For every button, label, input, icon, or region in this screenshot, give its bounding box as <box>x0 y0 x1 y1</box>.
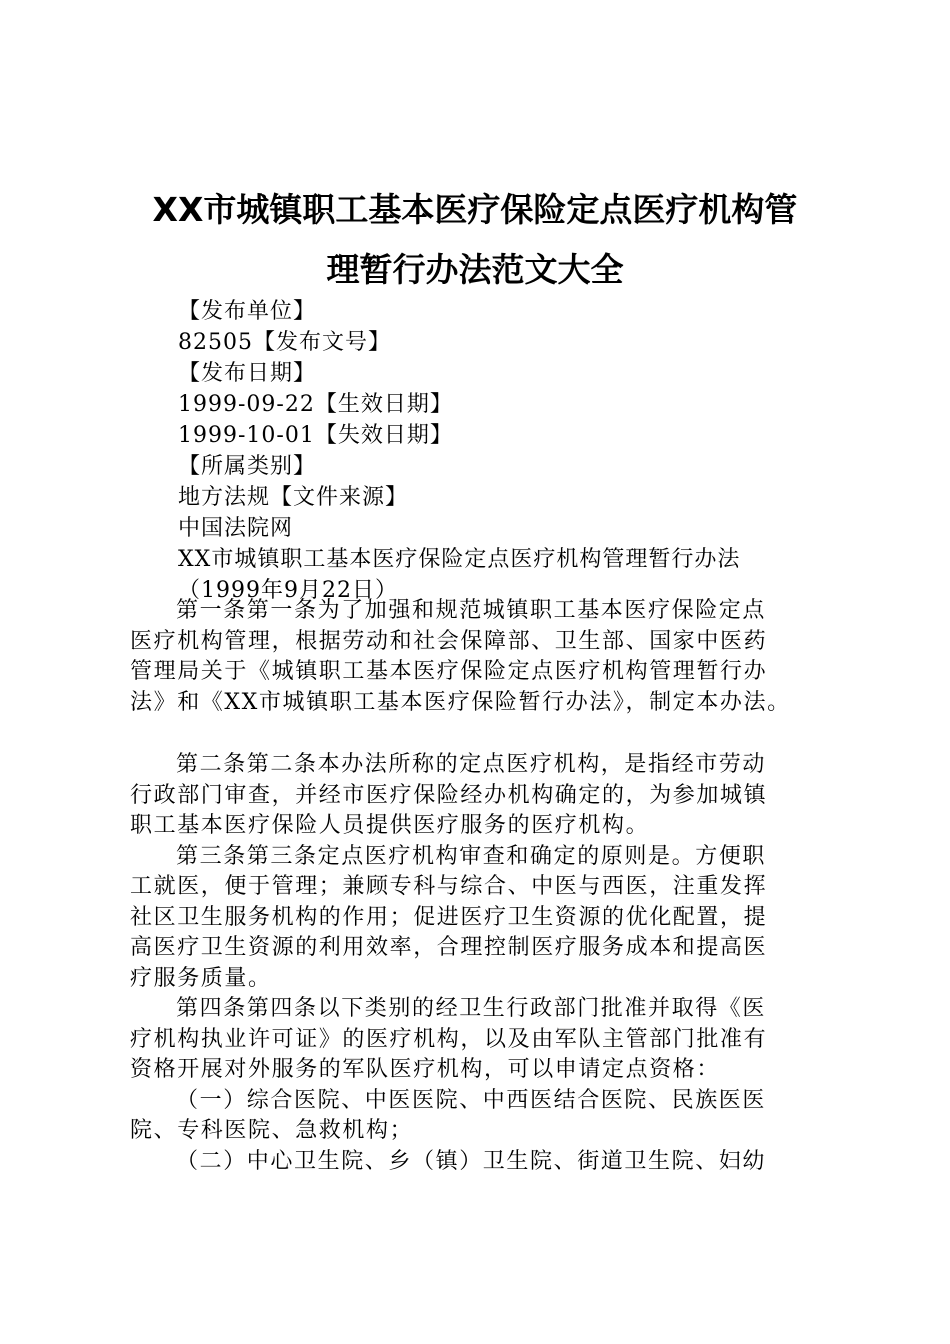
document-title-line-2: 理暂行办法范文大全 <box>326 250 624 289</box>
article-3-line: 疗服务质量。 <box>130 965 272 991</box>
document-metadata <box>178 296 878 606</box>
article-4-line: 第四条第四条以下类别的经卫生行政部门批准并取得《医 <box>176 996 767 1021</box>
meta-line-expiry-date: 1999-10-01【失效日期】 <box>178 423 453 448</box>
article-4-line: 疗机构执业许可证》的医疗机构，以及由军队主管部门批准有 <box>130 1026 768 1052</box>
article-2-line: 行政部门审查，并经市医疗保险经办机构确定的，为参加城镇 <box>130 782 768 808</box>
meta-line-category: 【所属类别】 <box>178 454 317 479</box>
article-1-line: 第一条第一条为了加强和规范城镇职工基本医疗保险定点 <box>176 598 767 623</box>
paragraph-gap <box>130 718 830 750</box>
meta-line-publisher: 【发布单位】 <box>178 299 317 324</box>
meta-line-publish-date: 【发布日期】 <box>178 361 317 386</box>
meta-line-subtitle: XX市城镇职工基本医疗保险定点医疗机构管理暂行办法 <box>178 547 741 572</box>
article-3-line: 社区卫生服务机构的作用；促进医疗卫生资源的优化配置，提 <box>130 904 768 930</box>
document-title-line-1: XX市城镇职工基本医疗保险定点医疗机构管 <box>152 190 798 229</box>
meta-line-law-type: 地方法规【文件来源】 <box>178 485 409 510</box>
article-2-line: 第二条第二条本办法所称的定点医疗机构，是指经市劳动 <box>176 752 767 777</box>
meta-line-subtitle-date: （1999年9月22日） <box>178 578 398 603</box>
article-4-line: 资格开展对外服务的军队医疗机构，可以申请定点资格： <box>130 1057 721 1082</box>
article-4-item-1-line: （一）综合医院、中医医院、中西医结合医院、民族医医 <box>176 1087 767 1113</box>
article-2-line: 职工基本医疗保险人员提供医疗服务的医疗机构。 <box>130 813 650 838</box>
meta-line-source: 中国法院网 <box>178 516 294 541</box>
article-3-line: 高医疗卫生资源的利用效率，合理控制医疗服务成本和提高医 <box>130 935 768 960</box>
meta-line-doc-number: 82505【发布文号】 <box>178 330 391 355</box>
article-1-line: 管理局关于《城镇职工基本医疗保险定点医疗机构管理暂行办 <box>130 659 768 684</box>
document-body <box>130 596 830 1177</box>
article-1-line: 医疗机构管理，根据劳动和社会保障部、卫生部、国家中医药 <box>130 628 768 654</box>
article-1-line: 法》和《XX市城镇职工基本医疗保险暂行办法》，制定本办法。 <box>130 689 791 715</box>
article-3-line: 第三条第三条定点医疗机构审查和确定的原则是。方便职 <box>176 843 767 869</box>
article-4-item-2-line: （二）中心卫生院、乡（镇）卫生院、街道卫生院、妇幼 <box>176 1148 767 1174</box>
article-4-item-1-line: 院、专科医院、急救机构； <box>130 1118 414 1143</box>
article-3-line: 工就医，便于管理；兼顾专科与综合、中医与西医，注重发挥 <box>130 874 768 899</box>
meta-line-effective-date: 1999-09-22【生效日期】 <box>178 392 453 417</box>
